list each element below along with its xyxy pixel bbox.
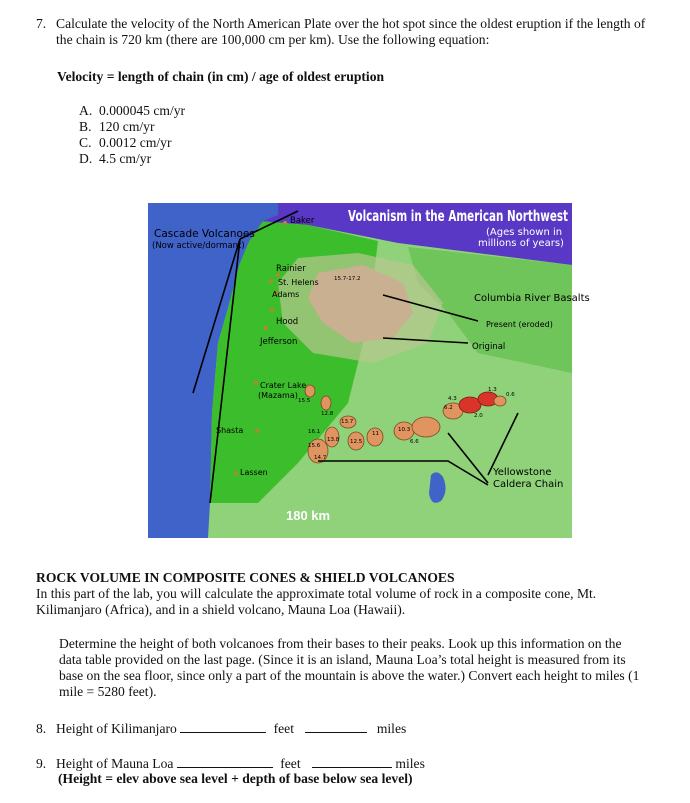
volcano-lassen: Lassen xyxy=(240,468,268,477)
volcano-jefferson: Jefferson xyxy=(260,337,298,347)
age-label: 14.7 xyxy=(314,455,327,461)
question-number: 9. xyxy=(36,756,47,771)
map-title: Volcanism in the American Northwest xyxy=(348,207,569,225)
miles-answer-field[interactable] xyxy=(312,755,392,768)
volcano-hood: Hood xyxy=(276,317,299,327)
map-subtitle: (Ages shown in xyxy=(486,227,563,238)
age-label: 6.6 xyxy=(410,439,419,445)
columbia-label: Columbia River Basalts xyxy=(474,293,590,304)
question-number: 7. xyxy=(36,16,47,31)
age-label: 15.7-17.2 xyxy=(334,276,361,282)
miles-unit: miles xyxy=(395,756,425,771)
age-label: 15.5 xyxy=(298,398,311,404)
question-7 xyxy=(36,16,686,48)
age-label: 11 xyxy=(372,431,379,437)
volcano-rainier: Rainier xyxy=(276,264,306,274)
question-number: 8. xyxy=(36,721,47,736)
volcanism-map xyxy=(148,203,590,538)
original-label: Original xyxy=(472,342,506,352)
age-label: 1.3 xyxy=(488,387,497,393)
age-label: 4.3 xyxy=(448,396,457,402)
volcano-dot xyxy=(255,429,259,433)
volcano-shasta: Shasta xyxy=(216,426,244,435)
feet-answer-field[interactable] xyxy=(177,755,273,768)
question-7-line2 xyxy=(36,32,686,48)
option-d[interactable] xyxy=(79,151,185,167)
caldera xyxy=(494,396,506,406)
yellowstone-label: Caldera Chain xyxy=(493,479,564,490)
question-7-line1 xyxy=(36,16,686,32)
feet-unit: feet xyxy=(273,721,294,736)
intro-line: Kilimanjaro (Africa), and in a shield volcano, Mauna Loa (Hawaii). xyxy=(36,602,406,617)
caldera xyxy=(321,396,331,410)
volcano-baker: Baker xyxy=(290,216,315,226)
option-text: 120 cm/yr xyxy=(99,119,155,134)
option-letter: C. xyxy=(79,135,92,150)
age-label: 12.8 xyxy=(321,411,334,417)
caldera xyxy=(305,385,315,397)
option-a[interactable] xyxy=(79,103,185,119)
paragraph-line: Determine the height of both volcanoes from their bases to their peaks. Look up this information on the xyxy=(59,636,622,651)
volcano-st-helens: St. Helens xyxy=(278,278,319,287)
question-label: Height of Mauna Loa xyxy=(56,756,174,771)
volcano-adams: Adams xyxy=(272,290,300,299)
miles-unit: miles xyxy=(376,721,407,736)
option-text: 0.0012 cm/yr xyxy=(99,135,172,150)
age-label: 15.6 xyxy=(308,443,321,449)
feet-unit: feet xyxy=(280,756,301,771)
volcano-dot xyxy=(254,381,258,385)
age-label: 10.3 xyxy=(398,427,411,433)
section-heading: ROCK VOLUME IN COMPOSITE CONES & SHIELD VOLCANOES xyxy=(36,570,455,585)
question-text: the chain is 720 km (there are 100,000 cm per km). Use the following equation: xyxy=(56,32,490,47)
age-label: 16.1 xyxy=(308,429,321,435)
volcano-mazama: (Mazama) xyxy=(258,391,298,400)
age-label: 0.6 xyxy=(506,392,515,398)
age-label: 13.8 xyxy=(327,437,340,443)
paragraph-line: mile = 5280 feet). xyxy=(59,684,157,699)
option-text: 0.000045 cm/yr xyxy=(99,103,186,118)
question-8 xyxy=(36,720,406,737)
answer-options xyxy=(79,103,185,167)
cascade-sublabel: (Now active/dormant) xyxy=(152,241,245,251)
scale-label: 180 km xyxy=(286,508,331,523)
option-text: 4.5 cm/yr xyxy=(99,151,152,166)
instructions-paragraph xyxy=(59,636,639,700)
paragraph-line: base on the sea floor, since only a part of the mountain is above the water.) Convert each height to miles (1 xyxy=(59,668,640,683)
volcano-dot xyxy=(234,471,238,475)
option-b[interactable] xyxy=(79,119,185,135)
paragraph-line: data table provided on the last page. (Since it is an island, Mauna Loa’s total height is measured from its xyxy=(59,652,626,667)
age-label: 12.5 xyxy=(350,439,363,445)
volcano-crater-lake: Crater Lake xyxy=(260,381,307,390)
option-letter: D. xyxy=(79,151,93,166)
question-9 xyxy=(36,755,425,772)
cascade-label: Cascade Volcanoes xyxy=(154,228,255,240)
yellowstone-label: Yellowstone xyxy=(493,467,552,478)
option-letter: B. xyxy=(79,119,92,134)
age-label: 13.7 xyxy=(341,419,354,425)
intro-line: In this part of the lab, you will calculate the approximate total volume of rock in a composite cone, Mt. xyxy=(36,586,597,601)
option-letter: A. xyxy=(79,103,93,118)
feet-answer-field[interactable] xyxy=(180,720,266,733)
section-intro xyxy=(36,586,596,618)
option-c[interactable] xyxy=(79,135,185,151)
age-label: 2.0 xyxy=(474,413,483,419)
volcano-dot xyxy=(264,326,268,330)
age-label: 6.2 xyxy=(444,405,453,411)
miles-answer-field[interactable] xyxy=(305,720,367,733)
volcano-dot xyxy=(283,221,287,225)
caldera xyxy=(412,417,440,437)
volcano-dot xyxy=(270,308,274,312)
map-subtitle: millions of years) xyxy=(478,238,564,249)
velocity-equation: Velocity = length of chain (in cm) / age of oldest eruption xyxy=(57,69,385,84)
question-text: Calculate the velocity of the North American Plate over the hot spot since the oldest eruption if the length of xyxy=(56,16,646,31)
question-label: Height of Kilimanjaro xyxy=(56,721,177,736)
present-label: Present (eroded) xyxy=(486,320,553,329)
height-note: (Height = elev above sea level + depth of base below sea level) xyxy=(58,771,413,786)
volcano-dot xyxy=(269,279,273,283)
